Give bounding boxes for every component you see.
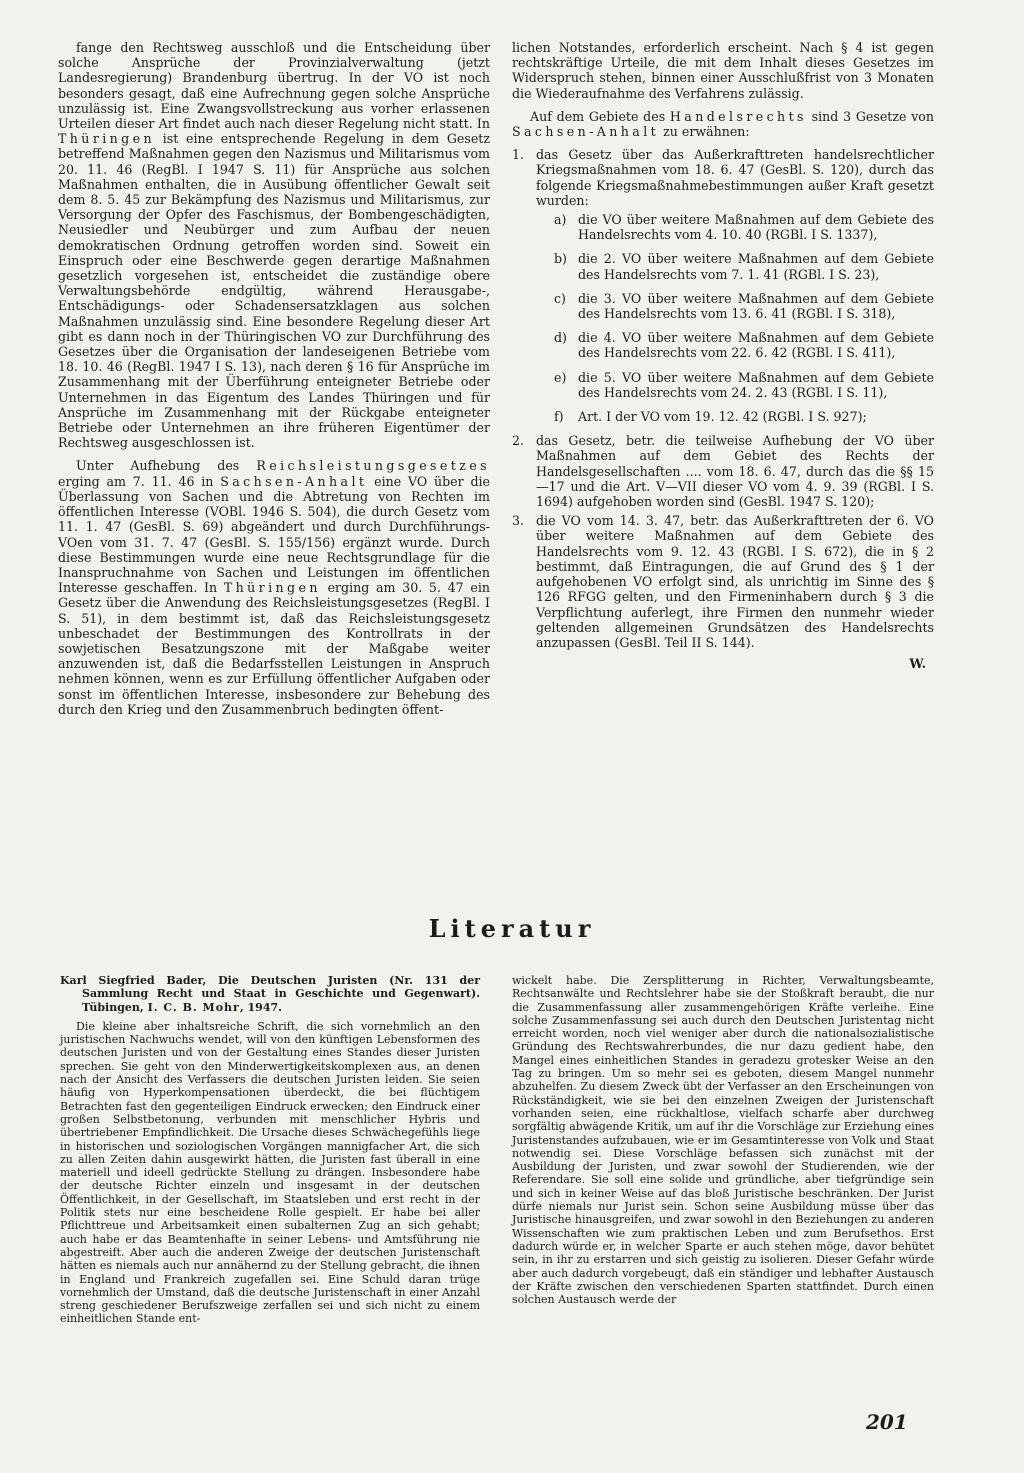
sub-item: [536, 291, 934, 321]
sub-item-letter: a): [554, 212, 567, 228]
left-column: [58, 40, 490, 725]
paragraph: [58, 40, 490, 450]
text-run: erging am 7. 11. 46 in: [58, 473, 221, 489]
item-number: 2.: [512, 433, 525, 449]
law-item: [512, 433, 934, 509]
book-author-title: Karl Siegfried Bader, Die Deutschen Juristen: [60, 974, 378, 987]
text-run: eine VO über die Überlassung von Sachen und die Abtretung von Rechten im öffentlichen Interesse (VOBl. 1946 S. 504), die durch Gesetz vom 11. 1. 47 (GesBl. S. 69) abgeändert und durch Durchführungs-VOen vom 31. 7. 47 (GesBl. S. 155/156) ergänzt wurde. Durch diese Bestimmungen wurde eine neue Rechtsgrundlage für die Inanspruchnahme von Sachen und Leistungen im öffentlichen Interesse geschaffen. In: [58, 473, 490, 596]
paragraph: [58, 458, 490, 716]
sub-item: [536, 251, 934, 281]
spaced-term: Reichsleistungsgesetzes: [256, 458, 490, 474]
sub-item-text: die 3. VO über weitere Maßnahmen auf dem Gebiete des Handelsrechts vom 13. 6. 41 (RGBl. I S. 318),: [578, 290, 934, 322]
sub-item-text: die 2. VO über weitere Maßnahmen auf dem Gebiete des Handelsrechts vom 7. 1. 41 (RGBl. I S. 23),: [578, 251, 934, 282]
sub-item-letter: b): [554, 251, 567, 267]
spaced-term: Sachsen-Anhalt: [220, 473, 368, 489]
sub-item-letter: c): [554, 290, 566, 306]
sub-item-text: die 5. VO über weitere Maßnahmen auf dem Gebiete des Handelsrechts vom 24. 2. 43 (RGBl. I S. 11),: [578, 369, 934, 400]
author-signature: W.: [909, 656, 926, 672]
item-text: das Gesetz über das Außerkrafttreten handelsrechtlicher Kriegsmaßnahmen vom 18. 6. 47 (GesBl. S. 120), durch das folgende Kriegsmaßnahmebestimmungen außer Kraft gesetzt wurden:: [536, 147, 934, 208]
literature-right-column: [512, 974, 934, 1306]
spaced-term: Thüringen: [223, 580, 321, 596]
sub-item: [536, 370, 934, 400]
page-number: 201: [866, 1410, 908, 1434]
section-heading: Literatur: [428, 914, 596, 943]
book-series: (Nr. 131 der Sammlung Recht und Staat in Geschichte und Gegenwart). Tübingen,: [82, 974, 481, 1014]
sub-item-letter: d): [554, 330, 567, 346]
review-paragraph: Die kleine aber inhaltsreiche Schrift, die sich vornehmlich an den juristischen Nachwuchs wendet, will von den künftigen Lebensformen des deutschen Juristen und von der Gestaltung eines Standes dieser Juristen sprechen. Sie geht von den Minderwertigkeitskomplexen aus, an denen nach der Ansicht des Verfassers die deutschen Juristen leiden. Sie seien häufig von Hyperkompensationen überdeckt, die bei flüchtigem Betrachten fast den gegenteiligen Eindruck erwecken; den Eindruck einer großen Selbstbetonung, verbunden mit menschlicher Hybris und übertriebener Empfindlichkeit. Die Ursache dieses Schwächegefühls liege in historischen und soziologischen Vorgängen mannigfacher Art, die sich zu allen Zeiten dahin ausgewirkt hätten, die Juristen fast überall in eine materiell und ideell gedrückte Stellung zu drängen. Insbesondere habe der deutsche Richter einzeln und insgesamt in der deutschen Öffentlichkeit, in der Gesellschaft, im Staatsleben und erst recht in der Politik stets nur eine bescheidene Rolle gespielt. Er habe bei aller Pflichttreue und Arbeitsamkeit einen subalternen Zug an sich gehabt; auch habe er das Beamtenhafte in seiner Lebens- und Amtsführung nie abgestreift. Aber auch die anderen Zweige der deutschen Juristenschaft hätten es niemals auch nur annähernd zu der Stellung gebracht, die ihnen in England und Frankreich zugefallen sei. Eine Schuld daran trüge vornehmlich der Umstand, daß die deutsche Juristenschaft in einer Anzahl streng geschiedener Berufszweige zerfallen sei und sich nicht zu einem einheitlichen Stande ent-: [60, 1019, 480, 1326]
text-run: Unter Aufhebung des: [76, 458, 257, 474]
sub-list: [536, 212, 934, 424]
item-text: das Gesetz, betr. die teilweise Aufhebung der VO über Maßnahmen auf dem Gebiet des Rechts der Handelsgesellschaften .... vom 18. 6. 47, durch das die §§ 15—17 und die Art. V—VII dieser VO vom 4. 9. 39 (RGBl. I S. 1694) aufgehoben worden sind (GesBl. 1947 S. 120);: [536, 433, 934, 510]
book-reference: [60, 974, 480, 1014]
text-run: zu erwähnen:: [659, 124, 750, 140]
item-text: die VO vom 14. 3. 47, betr. das Außerkrafttreten der 6. VO über weitere Maßnahmen auf dem Gebiete des Handelsrechts vom 9. 12. 43 (RGBl. I S. 672), die in § 2 bestimmt, daß Eintragungen, die auf Grund des § 1 der aufgehobenen VO erfolgt sind, als unrichtig im Sinne des § 126 RFGG gelten, und den Firmeninhabern durch § 3 die Verpflichtung auferlegt, ihre Firmen den nunmehr wieder geltenden allgemeinen Grundsätzen des Handelsrechts anzupassen (GesBl. Teil II S. 144).: [536, 513, 934, 650]
sub-item: [536, 212, 934, 242]
sub-item-text: die 4. VO über weitere Maßnahmen auf dem Gebiete des Handelsrechts vom 22. 6. 42 (RGBl. I S. 411),: [578, 330, 934, 361]
spaced-term: Thüringen: [58, 131, 156, 147]
sub-item: [536, 330, 934, 360]
sub-item-text: Art. I der VO vom 19. 12. 42 (RGBl. I S. 927);: [578, 409, 867, 425]
paragraph-continuation: lichen Notstandes, erforderlich erscheint. Nach § 4 ist gegen rechtskräftige Urteile, die mit dem Inhalt dieses Gesetzes im Widerspruch stehen, binnen einer Ausschlußfrist von 3 Monaten die Wiederaufnahme des Verfahrens zulässig.: [512, 40, 934, 101]
text-run: erging am 30. 5. 47 ein Gesetz über die Anwendung des Reichsleistungsgesetzes (RegBl. I S. 51), in dem bestimmt ist, daß das Reichsleistungsgesetz unbeschadet der Bestimmungen des Kontrollrats in der sowjetischen Besatzungszone mit der Maßgabe weiter anzuwenden ist, daß die Bedarfsstellen Leistungen in Anspruch nehmen können, wenn es zur Erfüllung öffentlicher Aufgaben oder sonst im öffentlichen Interesse, insbesondere zur Behebung des durch den Krieg und den Zusammenbruch bedingten öffent-: [58, 580, 490, 717]
law-item: [512, 147, 934, 424]
sub-item-text: die VO über weitere Maßnahmen auf dem Gebiete des Handelsrechts vom 4. 10. 40 (RGBl. I S. 1337),: [578, 212, 934, 243]
review-paragraph-continuation: wickelt habe. Die Zersplitterung in Richter, Verwaltungsbeamte, Rechtsanwälte und Rechtslehrer habe sie der Stoßkraft beraubt, die nur die Zusammenfassung aller zusammengehörigen Kräfte verleihe. Eine solche Zusammenfassung sei auch durch den Deutschen Juristentag nicht erreicht worden, noch viel weniger aber durch die nationalsozialistische Gründung des Rechtswahrerbundes, die nur dazu gedient habe, den Mangel eines einheitlichen Standes in geradezu grotesker Weise an den Tag zu bringen. Um so mehr sei es geboten, diesem Mangel nunmehr abzuhelfen. Zu diesem Zweck übt der Verfasser an den Erscheinungen von Rückständigkeit, wie sie bei den einzelnen Zweigen der Juristenschaft vorhanden seien, eine rückhaltlose, vielfach scharfe aber durchweg sorgfältig abwägende Kritik, um auf ihr die Vorschläge zur Erziehung eines Juristenstandes aufzubauen, wie er im Gesamtinteresse von Volk und Staat notwendig sei. Diese Vorschläge befassen sich zunächst mit der Ausbildung der Juristen, und zwar sowohl der Studierenden, wie der Referendare. Sie soll eine solide und gründliche, aber tiefgründige sein und sich in keiner Weise auf das bloß Juristische beschränken. Der Jurist dürfe niemals nur Jurist sein. Schon seine Ausbildung müsse über das Juristische hinausgreifen, und zwar sowohl in den Beziehungen zu anderen Wissenschaften wie zum praktischen Leben und zum Berufsethos. Erst dadurch würde er, in welcher Sparte er auch stehen möge, davor behütet sein, in ihr zu erstarren und sich geistig zu isolieren. Dieser Gefahr würde aber auch dadurch vorgebeugt, daß ein ständiger und lebhafter Austausch der Kräfte zwischen den verschiedenen Sparten stattfindet. Durch einen solchen Austausch werde der: [512, 974, 934, 1307]
spaced-term: Handelsrechts: [669, 108, 807, 124]
text-run: Auf dem Gebiete des: [530, 108, 670, 124]
item-number: 3.: [512, 513, 525, 529]
paragraph-intro: [512, 109, 934, 139]
sub-item-letter: f): [554, 409, 564, 425]
sub-item-letter: e): [554, 369, 567, 385]
right-column: [512, 40, 934, 671]
law-list: [512, 147, 934, 650]
book-year: , 1947.: [239, 1000, 282, 1014]
text-run: sind 3 Gesetze von: [806, 108, 934, 124]
item-number: 1.: [512, 147, 525, 163]
sub-item: [536, 409, 934, 424]
spaced-term: Sachsen-Anhalt: [512, 124, 660, 140]
law-item: [512, 513, 934, 650]
literature-left-column: [60, 974, 480, 1326]
text-run: fange den Rechtsweg ausschloß und die Entscheidung über solche Ansprüche der Provinzialverwaltung (jetzt Landesregierung) Brandenburg übertrug. In der VO ist noch besonders gesagt, daß eine Aufrechnung gegen solche Ansprüche unzulässig ist. Eine Zwangsvollstreckung aus vorher erlassenen Urteilen dieser Art findet auch nach dieser Regelung nicht statt. In: [58, 40, 490, 132]
text-run: ist eine entsprechende Regelung in dem Gesetz betreffend Maßnahmen gegen den Nazismus und Militarismus vom 20. 11. 46 (RegBl. I 1947 S. 11) für Ansprüche aus solchen Maßnahmen enthalten, die in Ausübung öffentlicher Gewalt seit dem 8. 5. 45 zur Bekämpfung des Nazismus und Militarismus, zur Versorgung der Opfer des Faschismus, der Bombengeschädigten, Neusiedler und Neubürger und zum Aufbau der neuen demokratischen Ordnung getroffen worden sind. Soweit ein Einspruch oder eine Beschwerde gegen derartige Maßnahmen gesetzlich vorgesehen ist, entscheidet die zuständige obere Verwaltungsbehörde endgültig, während Herausgabe-, Entschädigungs- oder Schadensersatzklagen aus solchen Maßnahmen unzulässig sind. Eine besondere Regelung dieser Art gibt es dann noch in der Thüringischen VO zur Durchführung des Gesetzes über die Organisation der landeseigenen Betriebe vom 18. 10. 46 (RegBl. 1947 I S. 13), nach deren § 16 für Ansprüche im Zusammenhang mit der Überführung enteigneter Betriebe oder Unternehmen in das Eigentum des Landes Thüringen und für Ansprüche im Zusammenhang mit der Rückgabe enteigneter Betriebe oder Unternehmen an ihre früheren Eigentümer der Rechtsweg ausgeschlossen ist.: [58, 131, 490, 451]
book-publisher: I. C. B. Mohr: [147, 1000, 240, 1014]
